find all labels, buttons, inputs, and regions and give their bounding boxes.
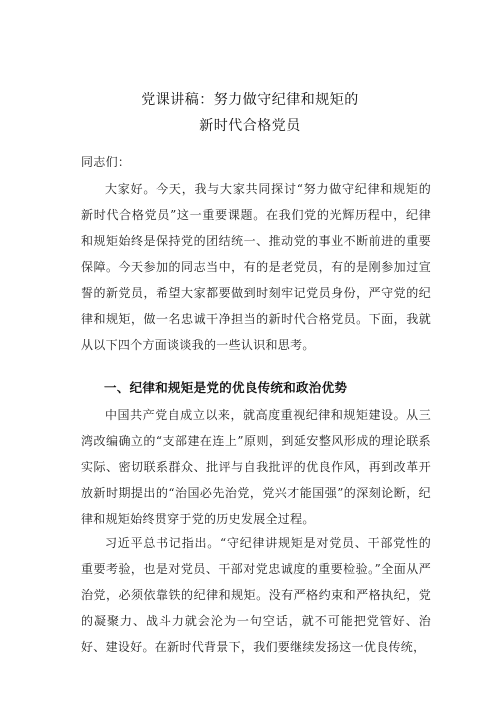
section-heading-1: 一、纪律和规矩是党的优良传统和政治优势 — [104, 380, 348, 395]
paragraph-intro: 大家好。今天，我与大家共同探讨“努力做守纪律和规矩的新时代合格党员”这一重要课题。在我们党的光辉历程中，纪律和规矩始终是保持党的团结统一、推动党的事业不断前进的重要保障。今天参加的同志当中，有的是老党员，有的是刚参加过宣誓的新党员，希望大家都要做到时刻牢记党员身份，严守党的纪律和规矩，做一名忠诚干净担当的新时代合格党员。下面，我就从以下四个方面谈谈我的一些认识和思考。 — [81, 182, 431, 352]
paragraph-history: 中国共产党自成立以来，就高度重视纪律和规矩建设。从三湾改编确立的“支部建在连上”原则，到延安整风形成的理论联系实际、密切联系群众、批评与自我批评的优良作风，再到改革开放新时期提出的“治国必先治党，党兴才能国强”的深刻论断，纪律和规矩始终贯穿于党的历史发展全过程。 — [81, 408, 431, 526]
document-title-line-1: 党课讲稿：努力做守纪律和规矩的 — [141, 92, 359, 108]
salutation: 同志们： — [81, 155, 131, 169]
document-title-line-2: 新时代合格党员 — [199, 118, 301, 134]
paragraph-quote: 习近平总书记指出。“守纪律讲规矩是对党员、干部党性的重要考验，也是对党员、干部对党忠诚度的重要检验。”全面从严治党，必须依靠铁的纪律和规矩。没有严格约束和严格执纪，党的凝聚力、战斗力就会沦为一句空话，就不可能把党管好、治好、建设好。在新时代背景下，我们要继续发扬这一优良传统， — [81, 536, 431, 654]
